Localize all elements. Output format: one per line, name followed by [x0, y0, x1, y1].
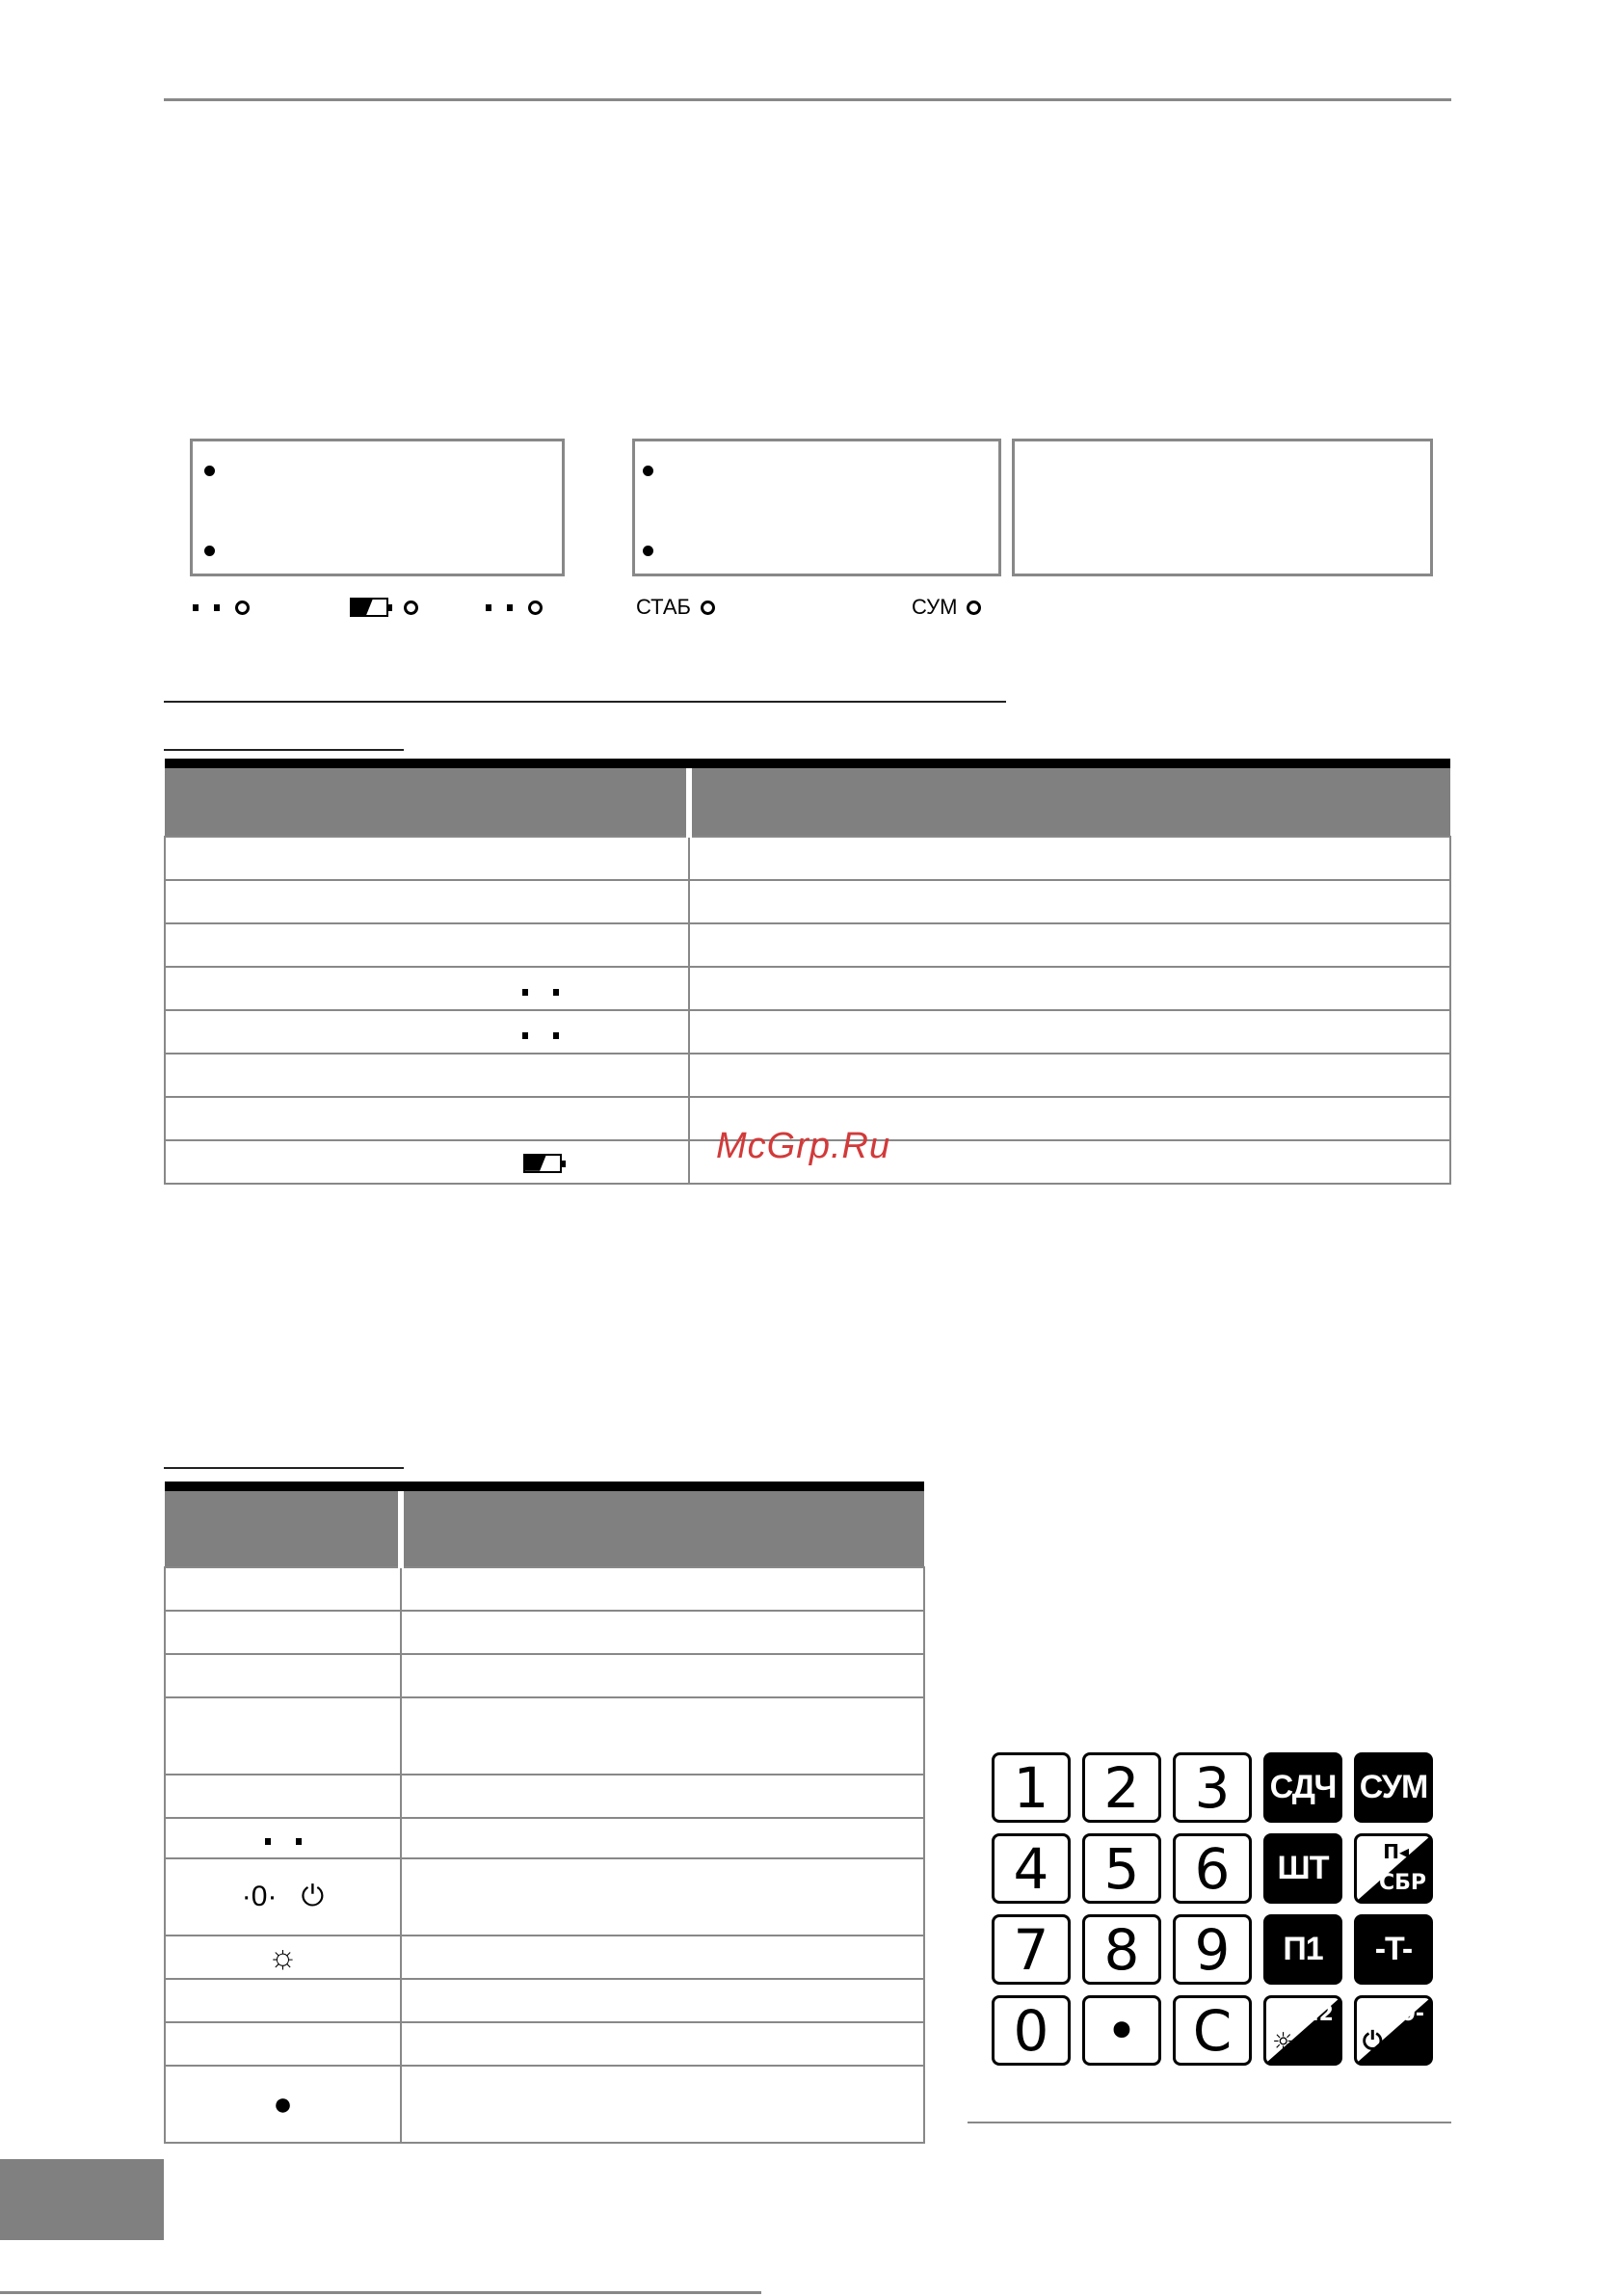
- key-label: 2: [1103, 1754, 1140, 1821]
- table-row: [165, 837, 1450, 880]
- key-sub-label: ☼: [1272, 2028, 1295, 2057]
- table-row: [165, 1697, 924, 1775]
- indicator-2: [486, 601, 543, 615]
- indicator-sum: [912, 595, 981, 620]
- key-label: СДЧ: [1269, 1769, 1337, 1805]
- key-label: 7: [1013, 1916, 1049, 1983]
- key-label: СБР: [1378, 1871, 1426, 1895]
- key-0[interactable]: [992, 1752, 1071, 1823]
- key-15[interactable]: [992, 1995, 1071, 2066]
- key-label: -T-: [1374, 1931, 1413, 1967]
- key-label: •: [1104, 1997, 1139, 2064]
- table2-header-col1: [165, 1486, 401, 1567]
- decimal-dot-top: [643, 466, 653, 476]
- key-12[interactable]: [1173, 1914, 1252, 1985]
- key-9[interactable]: [1354, 1833, 1433, 1904]
- indicator-lamp-icon: [528, 601, 543, 615]
- key-label: 4: [1013, 1835, 1049, 1902]
- table-row: [165, 1858, 924, 1936]
- indicator-square-icon: [214, 604, 220, 611]
- key-label: 9: [1194, 1916, 1231, 1983]
- indicator-lamp-icon: [701, 601, 715, 615]
- table2-header-col2: [401, 1486, 924, 1567]
- indicator-square-icon: [507, 604, 513, 611]
- table-row: [165, 967, 1450, 1010]
- key-label: ШТ: [1277, 1850, 1329, 1886]
- display-panel-weight: [190, 439, 565, 576]
- key-label: 5: [1103, 1835, 1140, 1902]
- bottom-rule: [0, 2291, 761, 2294]
- table-row: [165, 1654, 924, 1697]
- battery-icon: [350, 598, 388, 617]
- indicator-1: [193, 601, 250, 615]
- table-row: [165, 2022, 924, 2066]
- key-13[interactable]: [1263, 1914, 1342, 1985]
- display-panel-total: [1012, 439, 1433, 576]
- table1-header-col1: [165, 763, 689, 837]
- page-number-block: [0, 2159, 164, 2240]
- key-label: 6: [1194, 1835, 1231, 1902]
- indicator-lamp-icon: [235, 601, 250, 615]
- key-17[interactable]: [1173, 1995, 1252, 2066]
- key-10[interactable]: [992, 1914, 1071, 1985]
- key-3[interactable]: [1263, 1752, 1342, 1823]
- display-panel-price: [632, 439, 1001, 576]
- power-icon: ⏻: [301, 1881, 325, 1912]
- keypad: [992, 1752, 1433, 2066]
- battery-icon: [523, 1154, 562, 1173]
- key-label: П1: [1283, 1931, 1323, 1967]
- figure-caption-rule: [164, 701, 1006, 703]
- key-label: -0-: [1392, 2002, 1424, 2026]
- table1-header-col2: [689, 763, 1450, 837]
- decimal-dot-top: [204, 466, 215, 476]
- key-4[interactable]: [1354, 1752, 1433, 1823]
- key-label: 0: [1013, 1997, 1049, 2064]
- table-row: [165, 1567, 924, 1611]
- watermark: McGrp.Ru: [716, 1126, 891, 1166]
- table-row: [165, 880, 1450, 923]
- table1-caption-rule: [164, 749, 404, 751]
- key-18[interactable]: [1263, 1995, 1342, 2066]
- indicator-lamp-icon: [967, 601, 981, 615]
- table-row: [165, 1936, 924, 1979]
- key-14[interactable]: [1354, 1914, 1433, 1985]
- key-11[interactable]: [1082, 1914, 1161, 1985]
- indicator-lamp-icon: [404, 601, 418, 615]
- key-label: C: [1192, 1997, 1233, 2064]
- key-1[interactable]: [1082, 1752, 1161, 1823]
- decimal-dot-bottom: [204, 546, 215, 556]
- key-sub-label: П◂: [1383, 1840, 1409, 1863]
- keys-table: [164, 1482, 925, 2144]
- key-label: СУМ: [1359, 1769, 1428, 1805]
- key-6[interactable]: [1082, 1833, 1161, 1904]
- stab-label: СТАБ: [636, 595, 691, 619]
- table-row: [165, 1010, 1450, 1054]
- decimal-dot-bottom: [643, 546, 653, 556]
- indicator-stab: [636, 595, 715, 620]
- key-label: П2: [1301, 2002, 1334, 2026]
- key-sub-label: ⏻: [1363, 2027, 1383, 2056]
- keypad-caption-rule: [968, 2122, 1451, 2123]
- table-row: [165, 1054, 1450, 1097]
- table-row: [165, 2066, 924, 2143]
- decimal-point-icon: ●: [273, 2085, 293, 2122]
- table-row: [165, 1979, 924, 2022]
- key-label: 1: [1013, 1754, 1049, 1821]
- key-16[interactable]: [1082, 1995, 1161, 2066]
- key-label: 3: [1194, 1754, 1231, 1821]
- key-19[interactable]: [1354, 1995, 1433, 2066]
- key-5[interactable]: [992, 1833, 1071, 1904]
- table-row: [165, 1775, 924, 1818]
- table-row: [165, 1818, 924, 1858]
- table-row: [165, 1611, 924, 1654]
- zero-key-icon: ·0·: [241, 1881, 278, 1912]
- table-row: [165, 923, 1450, 967]
- sum-label: СУМ: [912, 595, 958, 619]
- key-8[interactable]: [1263, 1833, 1342, 1904]
- backlight-icon: ☼: [267, 1938, 299, 1975]
- key-7[interactable]: [1173, 1833, 1252, 1904]
- indicators-table: [164, 759, 1451, 1185]
- key-2[interactable]: [1173, 1752, 1252, 1823]
- indicator-battery: [350, 598, 418, 617]
- key-label: 8: [1103, 1916, 1140, 1983]
- indicator-square-icon: [193, 604, 199, 611]
- table2-caption-rule: [164, 1467, 404, 1469]
- indicator-square-icon: [486, 604, 491, 611]
- top-rule: [164, 98, 1451, 101]
